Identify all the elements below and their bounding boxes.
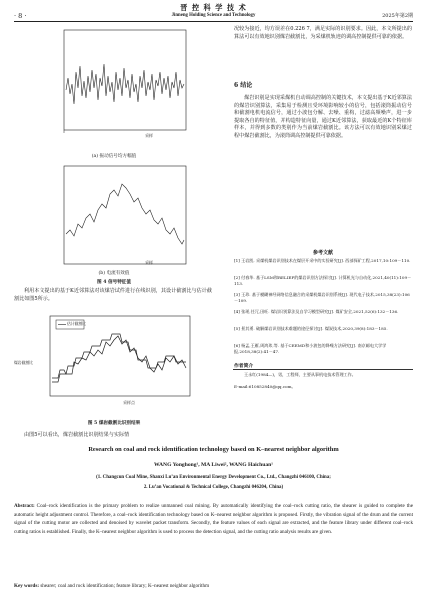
issue-label: 2025年第2期 — [382, 13, 413, 19]
english-abstract — [14, 502, 413, 536]
author-email: E-mail:610852840@qq.com。 — [234, 384, 296, 389]
fig5-caption: 图 5 煤岩截割比识别结果 — [87, 421, 141, 426]
keywords-text: shearer; coal and rock identification; feature library; K–nearest neighbor algorithm — [40, 583, 210, 589]
author-note-rule — [233, 369, 413, 370]
affiliation-2: 2. Lu’an Vocational & Technical College, Changzhi 046204, China) — [143, 485, 284, 490]
fig5-ylabel: 煤岩截割比 — [14, 360, 33, 365]
english-authors: WANG Yonghong¹, MA Liwei², WANG Haichuan¹ — [154, 462, 273, 468]
references-title: 参考文献 — [312, 250, 333, 256]
keywords — [14, 583, 413, 589]
fig4a-caption: (a) 振动信号均方幅值 — [91, 154, 137, 159]
affiliation-1: (1. Changcun Coal Mine, Shanxi Lu’an Environmental Energy Development Co., Ltd., Changzhi 046100, China; — [96, 475, 331, 480]
reference-item: [3] 王珍. 基于模糊神经网络信息融合的采煤机煤岩识别系统[J]. 现代电子技术,2015,38(23):106－109. — [234, 292, 410, 304]
conclusion-body: 煤岩识别是实现采煤机自动调高控制的关键技术，本文提出基于K近邻算法的煤岩识别算法，采集易于检测且受环境影响较小的信号，包括滚筒振动信号和截割电机电流信号，通过小波包分解、去噪、重构，过滤高频噪声，进一步提取各自的特征值，并构造特征向量，通过K近邻算法，获取最近的K个特征库样本，并得到多数的类别作为当前煤岩截割比。该方法可以有效地识别采煤过程中煤岩截割比，为滚筒调高控制提供可靠依据。 — [234, 95, 412, 139]
keywords-label: Key words: — [14, 583, 40, 589]
journal-title-en: Jinneng Holding Science and Technology — [171, 13, 256, 18]
fig4-caption: 图 4 信号特征值 — [97, 280, 131, 285]
reference-item: [6] 杨孟,王雁,周鸿玮,等. 基于CEEMD和小波包的降噪方法研究[J]. 南京邮电大学学报,2018,38(2):41－47. — [234, 343, 387, 355]
fig4a-chart — [30, 26, 200, 146]
fig5-after-text: 由图5可以看出，煤岩截割比识别结果与实际情 — [24, 432, 130, 438]
author-bio: 王永红(1984—)，男，工程师，主要从事机电技术管理工作。 — [244, 372, 356, 377]
section-title: 6 结论 — [234, 82, 253, 89]
fig4b-caption: (b) 电流有效值 — [98, 271, 130, 276]
header-rule — [14, 21, 413, 22]
author-note-title: 作者简介 — [234, 363, 254, 369]
reference-item: [2] 付春华. 基于LSM和RELIEF的煤岩识别方法探讨[J]. 计算机光与自动化,2021,40(11):109－113. — [234, 275, 412, 287]
reference-item: [5] 景其勇. 破解煤岩识别技术难题的途径探讨[J]. 煤炭技术,2020,39(8):183－185. — [234, 326, 388, 331]
page-number: · 8 · — [14, 12, 27, 20]
reference-item: [4] 张瑶,任冗,田旺. 煤岩识别算法及自学习模型研究[J]. 煤矿安全,2021,52(6):132－136. — [234, 309, 399, 314]
fig4b-xlabel: 采样 — [145, 260, 153, 265]
fig5-xlabel: 采样点 — [123, 400, 135, 405]
fig4a-xlabel: 采样 — [145, 133, 153, 138]
right-top-paragraph: 况较为接近，均方误差在0.226 7，满足实际的识别要求。因此，本文所提出的算法可以有效地识别煤岩截割比，为采煤机轨迹的调高控制提供可靠的依据。 — [234, 26, 412, 40]
fig5-legend: 估计截割比 — [67, 321, 86, 326]
fig4b-chart — [30, 164, 200, 274]
journal-title-cn: 晋 控 科 学 技 术 — [180, 3, 247, 12]
abstract-label: Abstract: — [14, 503, 35, 509]
reference-item: [1] 王岩凯. 采煤机煤岩识别技术在煤层开采中的实验研究[J]. 西部探矿工程,2017,10:109－110. — [234, 258, 411, 263]
left-paragraph: 利用本文提出的基于K近邻算法对该煤岩试件进行在线识别，其设计截割比与估计截割比如图5所示。 — [14, 288, 212, 302]
abstract-text: Coal–rock identification is the primary problem to realize unmanned coal mining. By automatically identifying the coal–rock cutting ratio, the shearer is guided to complete the automatic height adjustment control. Therefore, a coal–rock identification technology based on K–nearest neighbor algorithm is proposed. Firstly, the vibration signal of the drum and the current signal of the cutting motor are collected and denoised by wavelet packet transform. Secondly, the feature values of each signal are extracted, and the feature library under different coal–rock cutting ratios is established. Finally, the K–nearest neighbor algorithm is used to process the detection signal, and the cutting ratio analysis results are given. — [14, 503, 413, 535]
english-title: Research on coal and rock identification technology based on K–nearest neighbor algorithm — [88, 446, 339, 453]
